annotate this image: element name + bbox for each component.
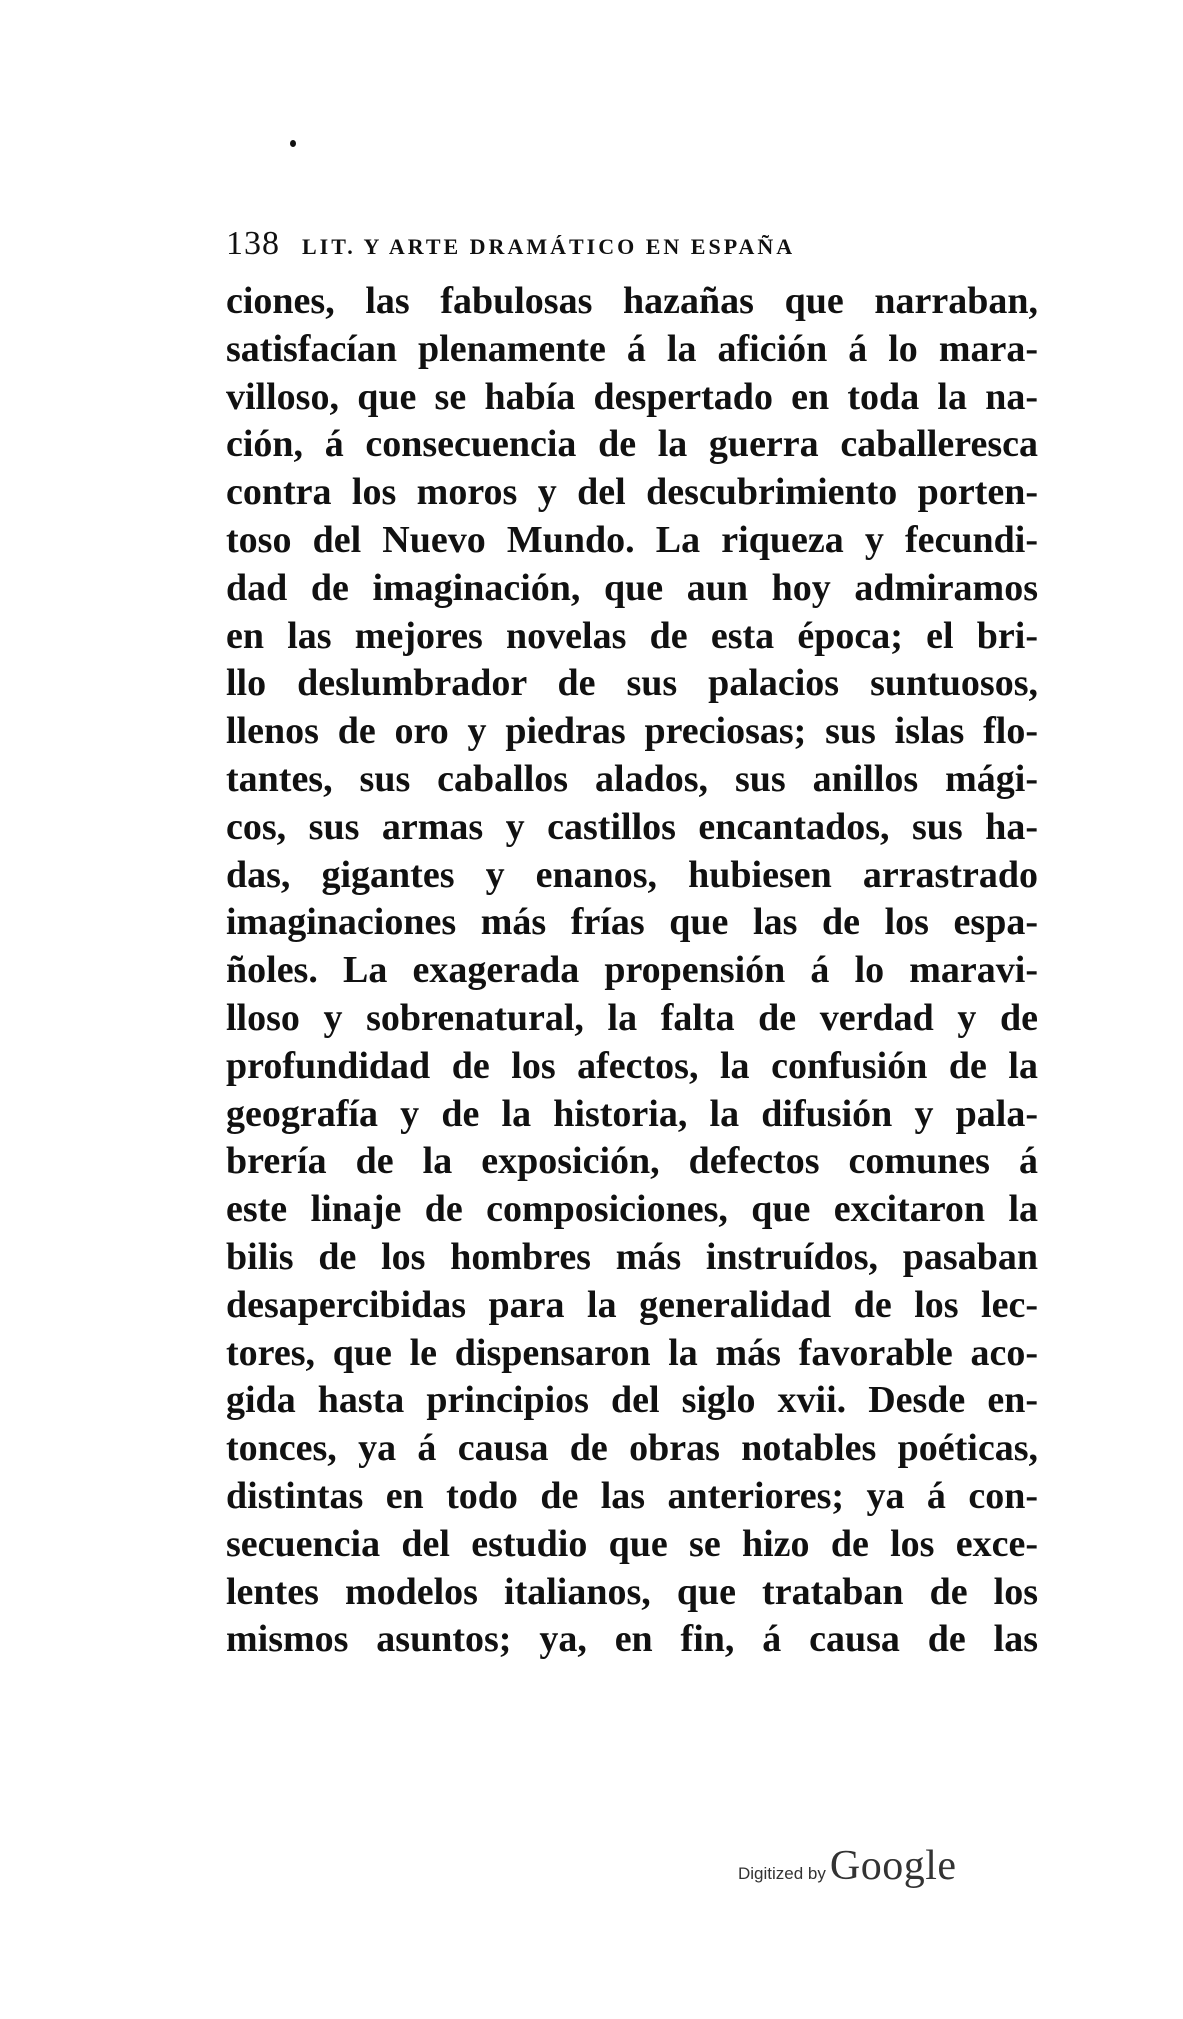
text-line: llenos de oro y piedras preciosas; sus islas flo- [226, 710, 1038, 753]
text-line: en las mejores novelas de esta época; el bri- [226, 614, 1038, 657]
text-line: das, gigantes y enanos, hubiesen arrastrado [226, 853, 1038, 896]
text-line: ñoles. La exagerada propensión á lo maravi- [226, 949, 1038, 992]
running-title: LIT. Y ARTE DRAMÁTICO EN ESPAÑA [302, 234, 796, 259]
text-line: gida hasta principios del siglo xvii. Desde en- [226, 1379, 1038, 1422]
text-line: contra los moros y del descubrimiento porten- [226, 471, 1038, 514]
text-line: villoso, que se había despertado en toda la na- [226, 375, 1038, 418]
text-line: imaginaciones más frías que las de los espa- [226, 901, 1038, 944]
text-line: profundidad de los afectos, la confusión de la [226, 1044, 1038, 1087]
running-header [226, 225, 1006, 265]
text-line: ción, á consecuencia de la guerra caballeresca [226, 423, 1038, 466]
text-line: lloso y sobrenatural, la falta de verdad y de [226, 996, 1038, 1039]
text-line: lentes modelos italianos, que trataban de los [226, 1570, 1038, 1613]
text-line: distintas en todo de las anteriores; ya á con- [226, 1474, 1038, 1517]
ink-speck [290, 140, 296, 147]
page-number: 138 [226, 225, 280, 262]
text-line: bilis de los hombres más instruídos, pasaban [226, 1235, 1038, 1278]
google-digitized-watermark [738, 1842, 957, 1890]
text-line: tonces, ya á causa de obras notables poéticas, [226, 1427, 1038, 1470]
text-line: brería de la exposición, defectos comunes á [226, 1140, 1038, 1183]
text-line: toso del Nuevo Mundo. La riqueza y fecundi- [226, 518, 1038, 561]
text-line: secuencia del estudio que se hizo de los exce- [226, 1522, 1038, 1565]
text-line: mismos asuntos; ya, en fin, á causa de las [226, 1618, 1038, 1661]
digitized-by-label: Digitized by [738, 1864, 826, 1883]
text-line: llo deslumbrador de sus palacios suntuosos, [226, 662, 1038, 705]
body-text [226, 278, 1038, 1664]
text-line: tores, que le dispensaron la más favorable aco- [226, 1331, 1038, 1374]
text-line: ciones, las fabulosas hazañas que narraban, [226, 280, 1038, 322]
text-line: desapercibidas para la generalidad de los lec- [226, 1283, 1038, 1326]
google-logo: Google [829, 1843, 957, 1889]
text-line: satisfacían plenamente á la afición á lo mara- [226, 327, 1038, 370]
text-line: dad de imaginación, que aun hoy admiramos [226, 566, 1038, 609]
text-line: este linaje de composiciones, que excitaron la [226, 1188, 1038, 1231]
text-line: geografía y de la historia, la difusión y pala- [226, 1092, 1038, 1135]
text-line: tantes, sus caballos alados, sus anillos mági- [226, 757, 1038, 800]
text-line: cos, sus armas y castillos encantados, sus ha- [226, 805, 1038, 848]
